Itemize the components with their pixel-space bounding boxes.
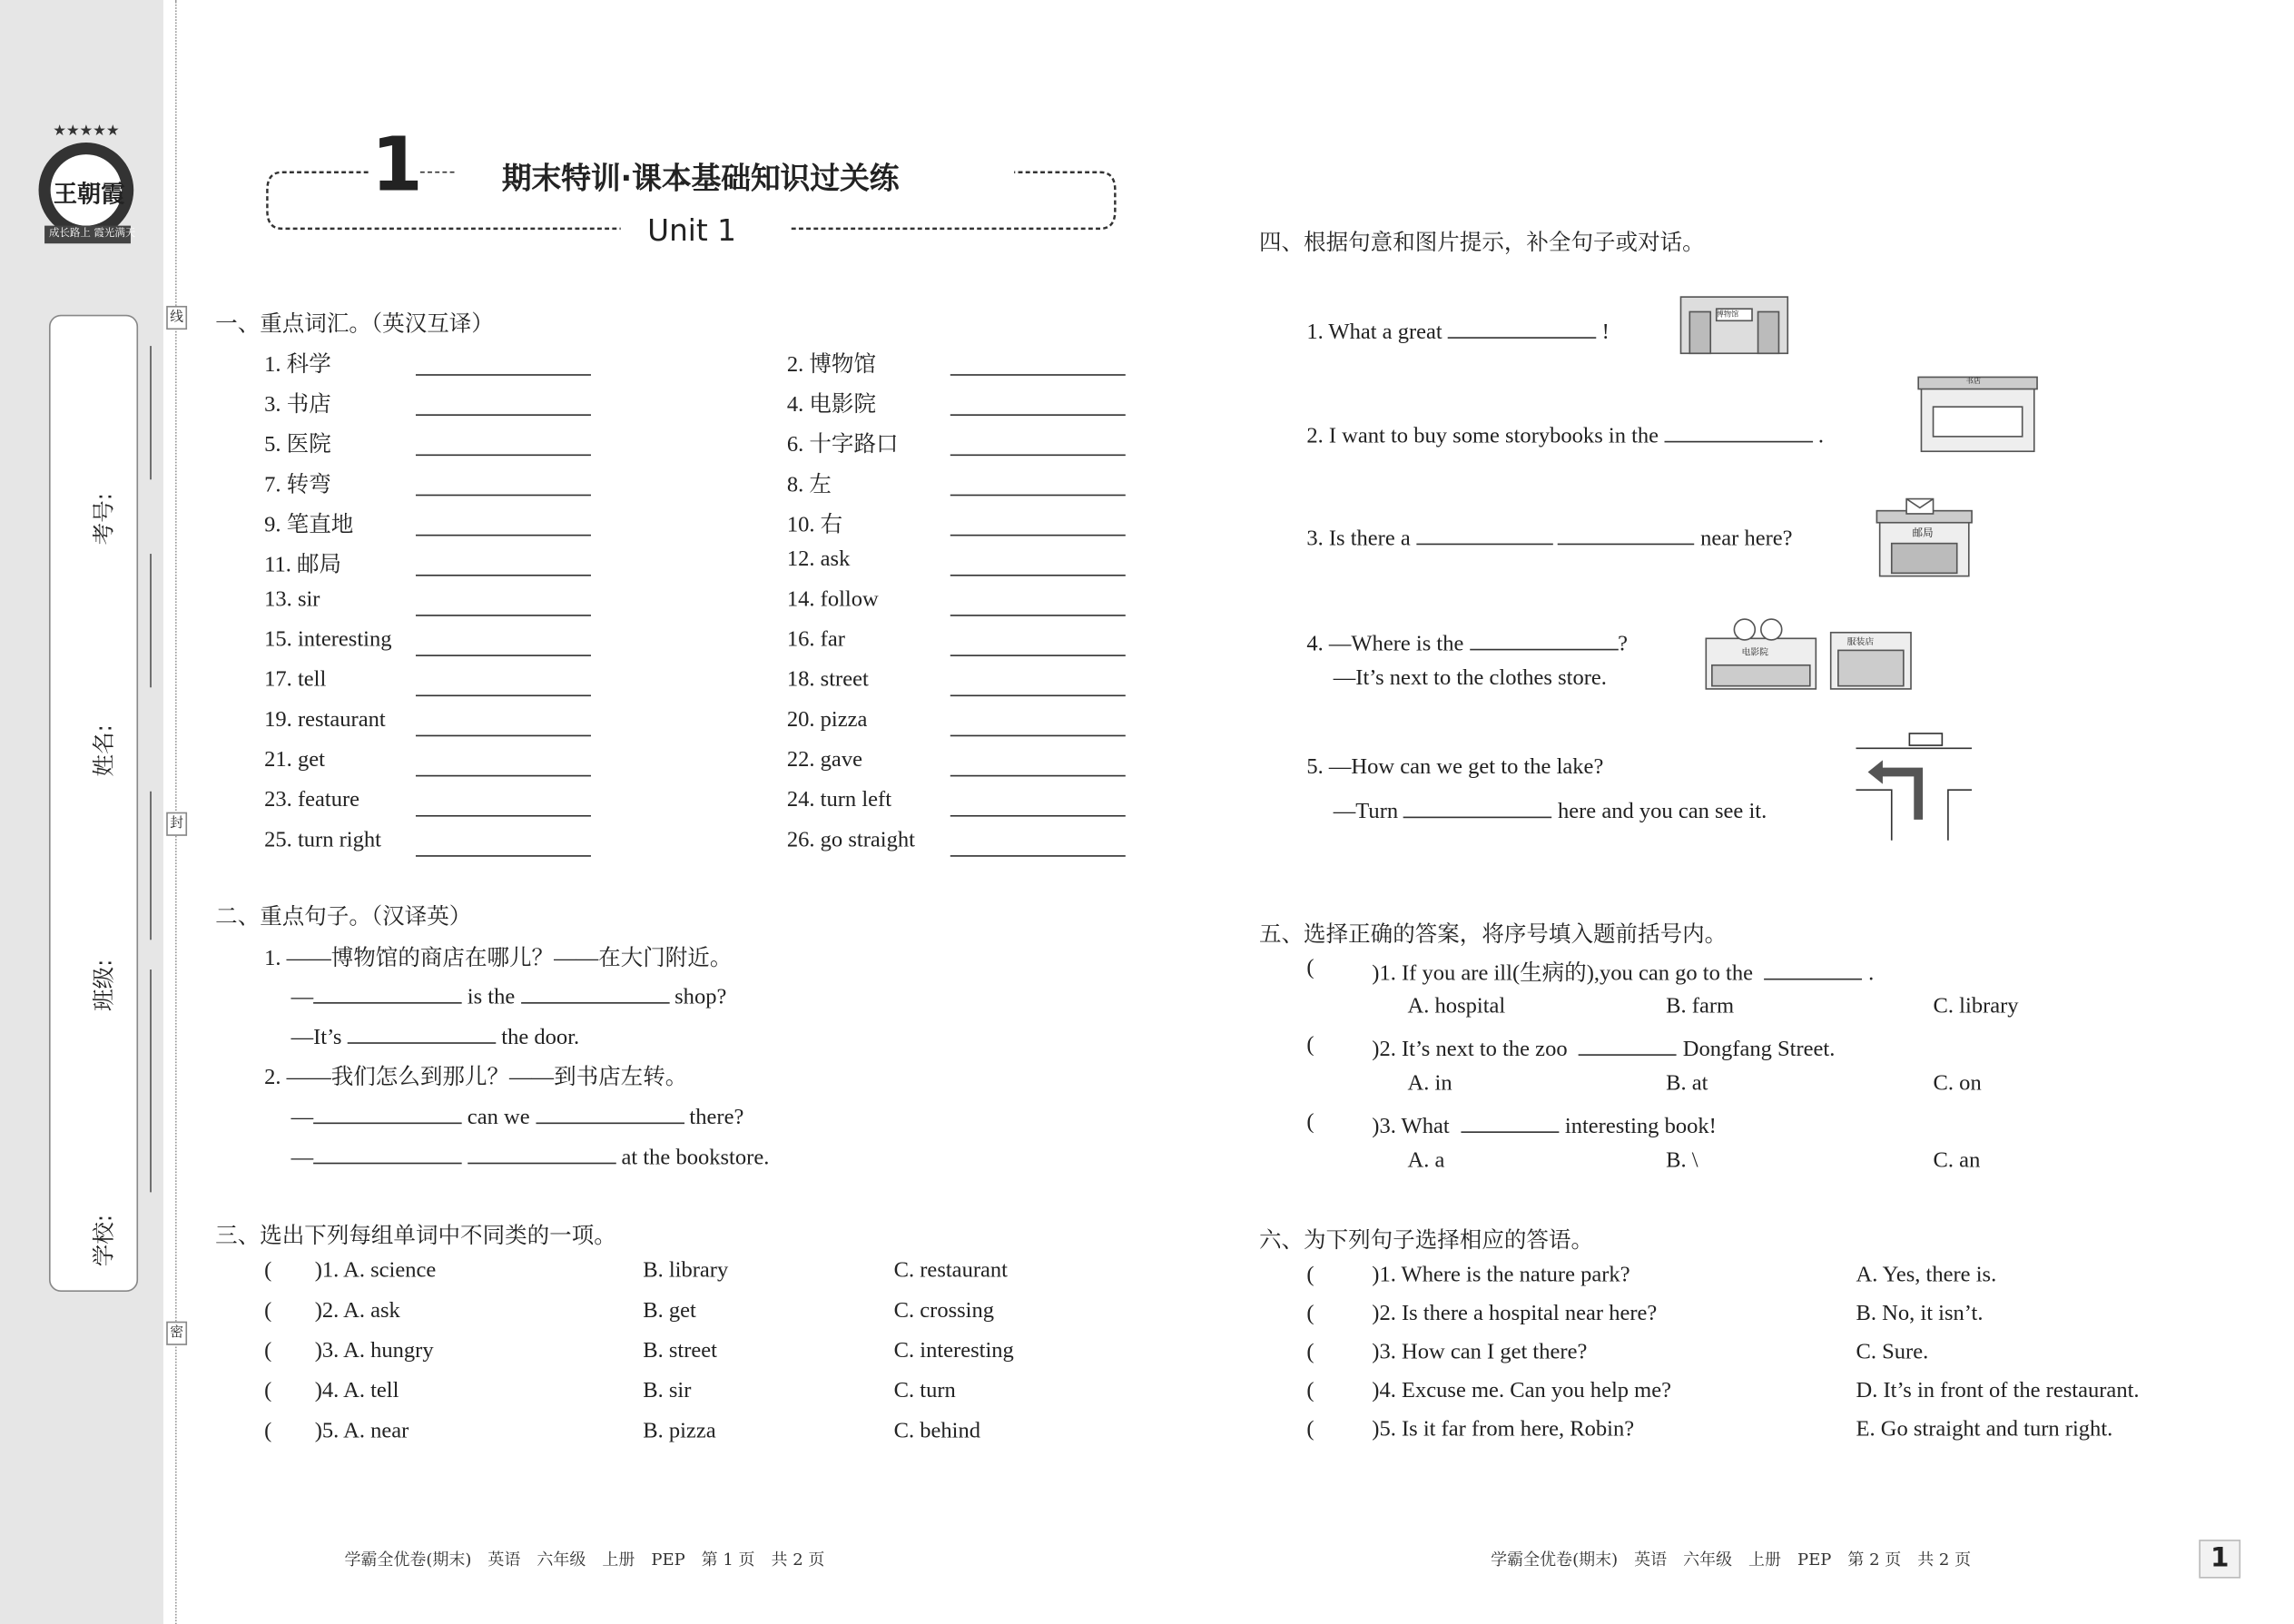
answer-blank[interactable] (950, 514, 1126, 536)
choice-text: B. get (643, 1299, 696, 1324)
answer-blank[interactable] (950, 834, 1126, 857)
choice-text: B. sir (643, 1379, 692, 1403)
sentence-1-prompt: 1. ——博物馆的商店在哪儿？——在大门附近。 (264, 947, 733, 971)
answer-bracket[interactable]: ( (1306, 1417, 1314, 1442)
answer-blank[interactable] (1579, 1033, 1677, 1056)
answer-blank[interactable] (1470, 628, 1619, 651)
logo-text: 王朝霞 (53, 179, 125, 208)
answer-blank[interactable] (950, 594, 1126, 616)
answer-blank[interactable] (416, 714, 591, 737)
footer-right: 学霸全优卷(期末) 英语 六年级 上册 PEP 第 2 页 共 2 页 (1491, 1550, 1972, 1570)
bookstore-picture: 书店 (1913, 371, 2043, 455)
answer-bracket[interactable]: ( (1306, 956, 1314, 980)
page-title: 期末特训·课本基础知识过关练 (501, 160, 900, 196)
answer-blank[interactable] (950, 434, 1126, 457)
choice-text: )1. A. science (314, 1258, 437, 1284)
unit-number: 1 (370, 122, 423, 208)
answer-blank[interactable] (950, 794, 1126, 817)
vocab-item: 7. 转弯 (264, 473, 331, 497)
answer-blank[interactable] (950, 554, 1126, 576)
answer-blank[interactable] (1461, 1110, 1559, 1133)
picture-question-4-reply: —It’s next to the clothes store. (1333, 666, 1607, 691)
vocab-item: 18. street (786, 668, 869, 693)
question-text (1372, 1110, 1717, 1140)
school-field[interactable] (150, 969, 152, 1192)
answer-blank[interactable] (416, 434, 591, 457)
sentence-2-answer-b: — at the bookstore. (291, 1142, 770, 1172)
exam-number-label: 考号: (90, 492, 118, 546)
section-3-heading: 三、选出下列每组单词中不同类的一项。 (215, 1222, 616, 1249)
vocab-item: 23. feature (264, 788, 360, 812)
answer-blank[interactable] (950, 353, 1126, 376)
brand-logo (33, 121, 140, 252)
vocab-item: 20. pizza (786, 708, 868, 733)
question-stem: )2. It’s next to the zoo (1372, 1038, 1568, 1062)
answer-blank[interactable] (313, 981, 462, 1004)
reply-option: E. Go straight and turn right. (1856, 1417, 2113, 1442)
answer-bracket[interactable]: ( (264, 1258, 272, 1284)
question-stem: )1. If you are ill(生病的),you can go to the (1372, 961, 1754, 987)
answer-blank[interactable] (416, 554, 591, 576)
question-stem-end: Dongfang Street. (1682, 1038, 1836, 1062)
answer-bracket[interactable]: ( (1306, 1379, 1314, 1403)
answer-blank[interactable] (950, 674, 1126, 697)
svg-text:★★★★★: ★★★★★ (53, 121, 120, 139)
answer-blank[interactable] (416, 594, 591, 616)
vocab-item: 8. 左 (786, 473, 832, 497)
answer-blank[interactable] (313, 1142, 462, 1165)
binding-mark: 封 (166, 812, 187, 836)
name-label: 姓名: (90, 724, 118, 777)
reply-option: A. Yes, there is. (1856, 1263, 1997, 1288)
class-label: 班级: (90, 959, 118, 1011)
answer-blank[interactable] (1765, 958, 1863, 980)
picture-question-2: 2. I want to buy some storybooks in the . (1306, 420, 1824, 450)
answer-blank[interactable] (1448, 316, 1597, 339)
picture-question-3: 3. Is there a near here? (1306, 523, 1792, 553)
answer-blank[interactable] (950, 714, 1126, 737)
option-text: A. in (1407, 1071, 1452, 1097)
section-5-heading: 五、选择正确的答案，将序号填入题前括号内。 (1258, 920, 1728, 948)
vocab-item: 14. follow (786, 587, 879, 612)
answer-bracket[interactable]: ( (264, 1339, 272, 1363)
unit-title: Unit 1 (647, 212, 736, 249)
vocab-item: 15. interesting (264, 627, 392, 653)
question-text (1372, 956, 1874, 987)
choice-text: )2. A. ask (314, 1299, 400, 1324)
question-stem-end: interesting book! (1564, 1115, 1717, 1139)
vocab-item: 24. turn left (786, 788, 892, 812)
answer-blank[interactable] (1559, 523, 1695, 546)
answer-bracket[interactable]: ( (1306, 1263, 1314, 1288)
question-text (1372, 1033, 1835, 1063)
answer-blank[interactable] (416, 794, 591, 817)
vocab-item: 5. 医院 (264, 433, 331, 458)
section-4-heading: 四、根据句意和图片提示，补全句子或对话。 (1258, 228, 1705, 256)
vocab-item: 11. 邮局 (264, 554, 342, 578)
choice-text: C. behind (893, 1419, 981, 1443)
answer-bracket[interactable]: ( (1306, 1033, 1314, 1058)
question-text: )2. Is there a hospital near here? (1372, 1302, 1658, 1326)
option-text: B. at (1666, 1071, 1708, 1097)
option-text: A. hospital (1407, 994, 1506, 1019)
answer-blank[interactable] (1403, 796, 1552, 819)
question-text: )3. How can I get there? (1372, 1340, 1588, 1365)
answer-bracket[interactable]: ( (1306, 1110, 1314, 1135)
answer-blank[interactable] (950, 474, 1126, 497)
section-1-heading: 一、重点词汇。（英汉互译） (215, 310, 494, 338)
question-text: )1. Where is the nature park? (1372, 1263, 1630, 1288)
choice-text: )4. A. tell (314, 1379, 399, 1403)
reply-option: C. Sure. (1856, 1340, 1929, 1365)
sentence-1-answer-b: —It’s the door. (291, 1021, 580, 1051)
option-text: B. \ (1666, 1148, 1698, 1174)
name-field[interactable] (150, 554, 152, 687)
choice-text: B. street (643, 1339, 717, 1363)
post-office-picture: 邮局 (1874, 493, 1974, 579)
question-stem-end: . (1868, 961, 1875, 987)
answer-blank[interactable] (348, 1021, 497, 1044)
answer-blank[interactable] (520, 981, 669, 1004)
question-text: )4. Excuse me. Can you help me? (1372, 1379, 1672, 1403)
section-6-heading: 六、为下列句子选择相应的答语。 (1258, 1226, 1594, 1254)
logo-slogan: 成长路上 霞光满天 (48, 227, 136, 240)
choice-text: C. turn (893, 1379, 956, 1403)
picture-question-1: 1. What a great ! (1306, 316, 1609, 346)
footer-left: 学霸全优卷(期末) 英语 六年级 上册 PEP 第 1 页 共 2 页 (344, 1550, 825, 1570)
vocab-item: 17. tell (264, 668, 327, 693)
vocab-item: 4. 电影院 (786, 393, 877, 418)
answer-blank[interactable] (313, 1102, 462, 1125)
picture-question-5: 5. —How can we get to the lake? (1306, 755, 1604, 780)
answer-blank[interactable] (950, 634, 1126, 656)
page-number: 1 (2199, 1540, 2240, 1579)
answer-blank[interactable] (536, 1102, 684, 1125)
school-label: 学校: (90, 1214, 118, 1267)
vocab-item: 6. 十字路口 (786, 433, 899, 458)
cinema-picture: 电影院 (1700, 615, 1822, 692)
vocab-item: 1. 科学 (264, 353, 331, 378)
choice-text: C. interesting (893, 1339, 1014, 1363)
answer-blank[interactable] (950, 754, 1126, 777)
choice-text: C. crossing (893, 1299, 995, 1324)
vocab-item: 12. ask (786, 547, 851, 572)
section-2-heading: 二、重点句子。（汉译英） (215, 902, 472, 930)
answer-blank[interactable] (416, 474, 591, 497)
vocab-item: 19. restaurant (264, 708, 386, 733)
answer-blank[interactable] (416, 514, 591, 536)
vocab-item: 25. turn right (264, 828, 381, 852)
option-text: A. a (1407, 1148, 1445, 1174)
option-text: C. on (1933, 1071, 1982, 1097)
clothes-store-picture: 服装店 (1826, 621, 1915, 693)
vocab-item: 13. sir (264, 587, 320, 612)
picture-question-4: 4. —Where is the ? (1306, 628, 1628, 658)
answer-bracket[interactable]: ( (1306, 1302, 1314, 1326)
answer-blank[interactable] (416, 754, 591, 777)
answer-blank[interactable] (468, 1142, 616, 1165)
option-text: B. farm (1666, 994, 1735, 1019)
question-stem: )3. What (1372, 1115, 1450, 1139)
answer-bracket[interactable]: ( (264, 1299, 272, 1324)
answer-blank[interactable] (416, 353, 591, 376)
answer-blank[interactable] (416, 634, 591, 656)
vocab-item: 2. 博物馆 (786, 353, 877, 378)
binding-mark: 线 (166, 306, 187, 330)
vocab-item: 21. get (264, 748, 325, 773)
option-text: C. an (1933, 1148, 1981, 1174)
picture-question-5-reply: —Turn here and you can see it. (1334, 796, 1767, 826)
binding-mark: 密 (166, 1322, 187, 1345)
answer-bracket[interactable]: ( (264, 1419, 272, 1443)
vocab-item: 26. go straight (786, 828, 915, 852)
vocab-item: 10. 右 (786, 513, 843, 538)
choice-text: B. pizza (643, 1419, 716, 1443)
sentence-1-answer-a: — is the shop? (291, 981, 727, 1011)
turn-left-sign-icon (1853, 731, 1974, 843)
choice-text: )3. A. hungry (314, 1339, 434, 1363)
sentence-2-prompt: 2. ——我们怎么到那儿？——到书店左转。 (264, 1066, 688, 1090)
vocab-item: 22. gave (786, 748, 863, 773)
answer-bracket[interactable]: ( (264, 1379, 272, 1403)
answer-blank[interactable] (950, 393, 1126, 416)
answer-blank[interactable] (1416, 523, 1552, 546)
answer-blank[interactable] (416, 393, 591, 416)
choice-text: B. library (643, 1258, 729, 1284)
exam-number-field[interactable] (150, 346, 152, 479)
choice-text: )5. A. near (314, 1419, 409, 1443)
museum-picture: 博物馆 (1675, 285, 1794, 357)
reply-option: B. No, it isn’t. (1856, 1302, 1984, 1326)
answer-blank[interactable] (416, 834, 591, 857)
option-text: C. library (1933, 994, 2019, 1019)
answer-blank[interactable] (416, 674, 591, 697)
vocab-item: 16. far (786, 627, 845, 653)
sentence-2-answer-a: — can we there? (291, 1102, 744, 1132)
question-text: )5. Is it far from here, Robin? (1372, 1417, 1635, 1442)
reply-option: D. It’s in front of the restaurant. (1856, 1379, 2140, 1403)
student-info-box (49, 315, 138, 1292)
vocab-item: 3. 书店 (264, 393, 331, 418)
answer-bracket[interactable]: ( (1306, 1340, 1314, 1365)
answer-blank[interactable] (1664, 420, 1813, 443)
choice-text: C. restaurant (893, 1258, 1008, 1284)
class-field[interactable] (150, 792, 152, 940)
vocab-item: 9. 笔直地 (264, 513, 354, 538)
